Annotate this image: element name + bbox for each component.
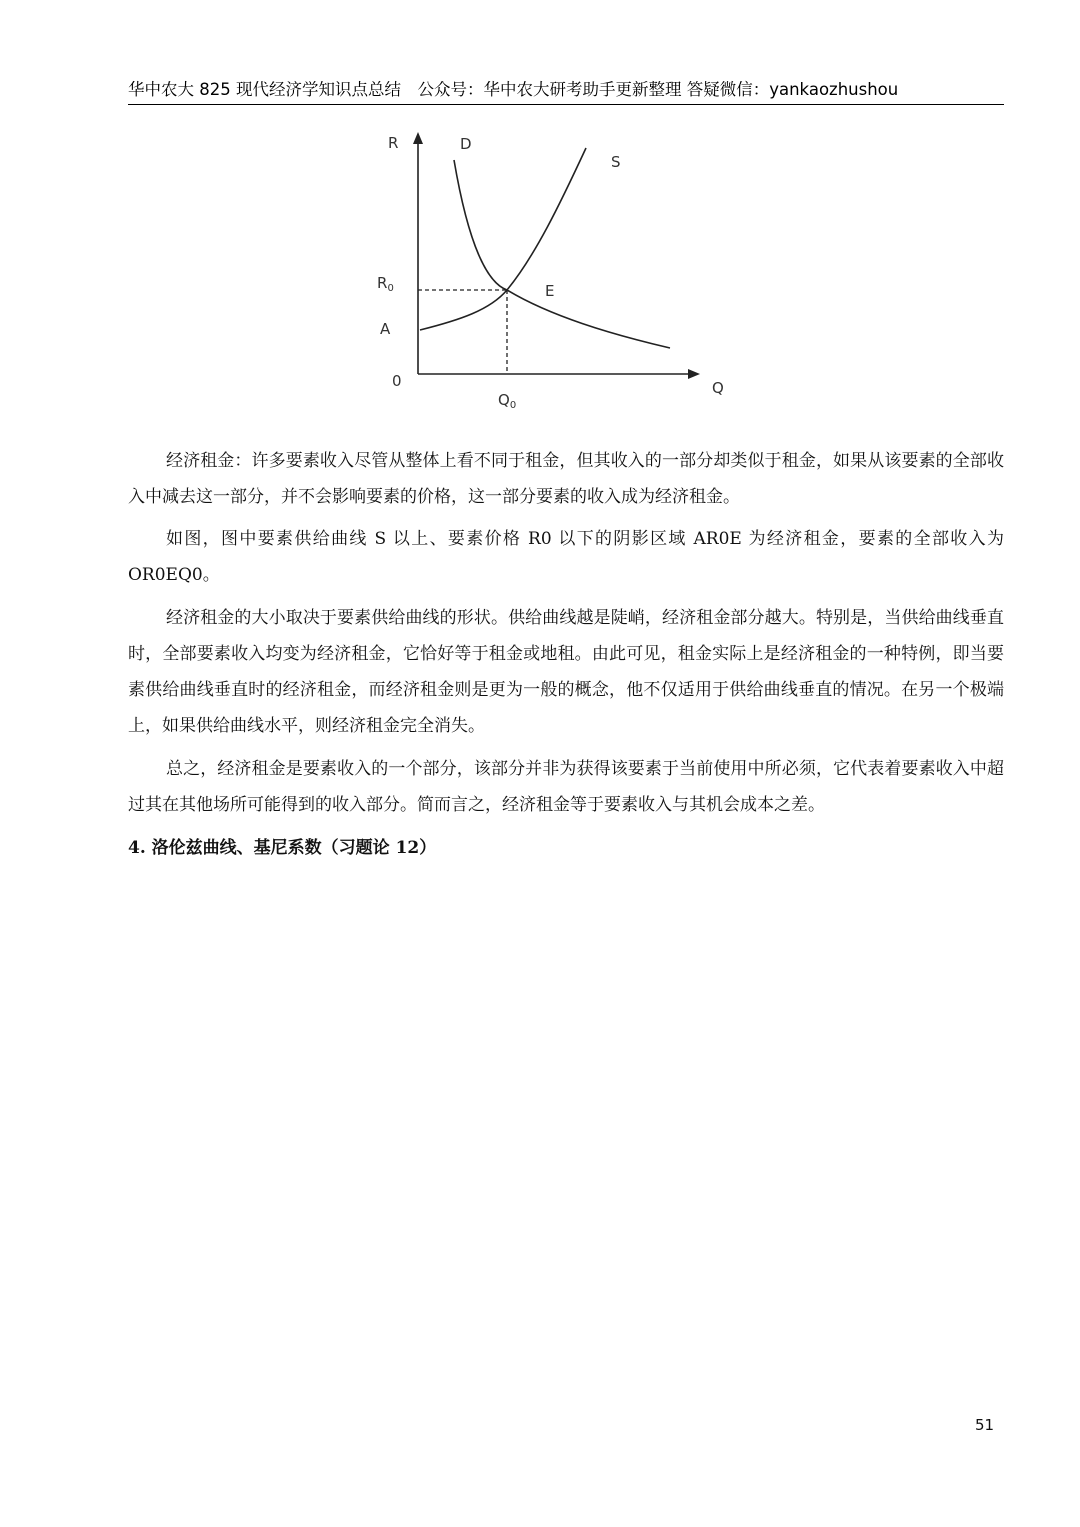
d-curve-label: D bbox=[460, 135, 472, 153]
economic-rent-svg bbox=[360, 124, 760, 424]
r0-label-main: R bbox=[377, 274, 388, 292]
r-axis-label: R bbox=[388, 134, 399, 152]
paragraph-economic-rent-definition: 经济租金：许多要素收入尽管从整体上看不同于租金，但其收入的一部分却类似于租金，如果从该要素的全部收入中减去这一部分，并不会影响要素的价格，这一部分要素的收入成为经济租金。 bbox=[128, 451, 1004, 507]
supply-curve bbox=[420, 148, 586, 330]
r0-label bbox=[377, 274, 394, 294]
y-axis-arrow bbox=[413, 132, 423, 144]
paragraph-summary: 总之，经济租金是要素收入的一个部分，该部分并非为获得该要素于当前使用中所必须，它代表着要素收入中超过其在其他场所可能得到的收入部分。简而言之，经济租金等于要素收入与其机会成本之差。 bbox=[128, 759, 1004, 815]
page-header: 华中农大 825 现代经济学知识点总结 公众号：华中农大研考助手更新整理 答疑微信：yankaozhushou bbox=[128, 80, 899, 99]
origin-label: 0 bbox=[392, 372, 402, 390]
q0-label bbox=[498, 391, 516, 411]
header-rule bbox=[128, 104, 1004, 105]
q0-label-sub: 0 bbox=[509, 400, 517, 411]
paragraph-supply-curve-shape: 经济租金的大小取决于要素供给曲线的形状。供给曲线越是陡峭，经济租金部分越大。特别是，当供给曲线垂直时，全部要素收入均变为经济租金，它恰好等于租金或地租。由此可见，租金实际上是经济租金的一种特例，即当要素供给曲线垂直时的经济租金，而经济租金则是更为一般的概念，他不仅适用于供给曲线垂直的情况。在另一个极端上，如果供给曲线水平，则经济租金完全消失。 bbox=[128, 608, 1004, 736]
q-axis-label: Q bbox=[712, 379, 724, 397]
q0-label-main: Q bbox=[498, 391, 510, 409]
s-curve-label: S bbox=[611, 153, 621, 171]
demand-curve bbox=[454, 160, 670, 348]
page-number: 51 bbox=[975, 1416, 995, 1434]
economic-rent-diagram bbox=[360, 124, 760, 424]
section-heading-lorenz-curve: 4. 洛伦兹曲线、基尼系数（习题论 12） bbox=[128, 838, 437, 858]
e-point-label: E bbox=[545, 282, 555, 300]
r0-label-sub: 0 bbox=[387, 283, 394, 294]
x-axis-arrow bbox=[688, 369, 700, 379]
paragraph-figure-explanation: 如图，图中要素供给曲线 S 以上、要素价格 R0 以下的阴影区域 AR0E 为经济租金，要素的全部收入为 OR0EQ0。 bbox=[128, 529, 1004, 585]
a-label: A bbox=[380, 320, 391, 338]
